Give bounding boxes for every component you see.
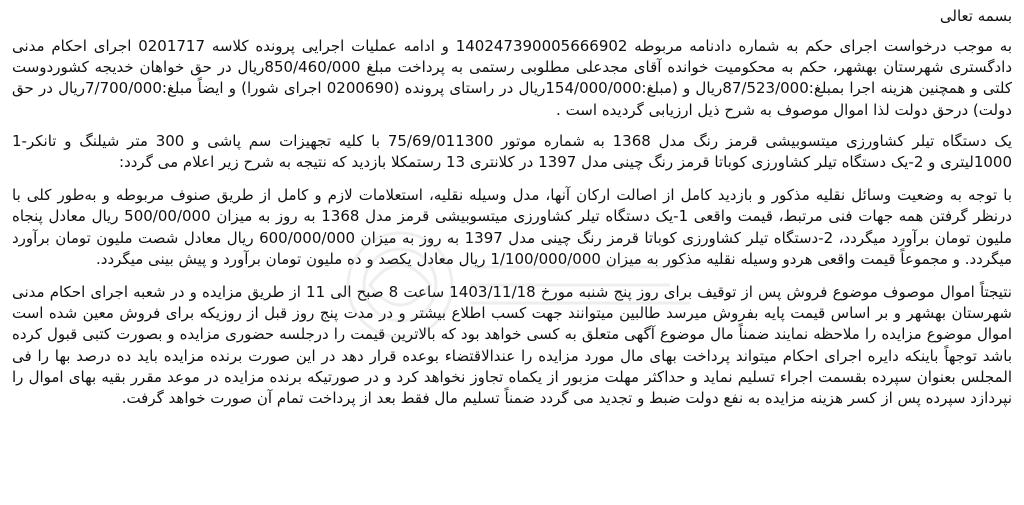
paragraph-valuation: با توجه به وضعیت وسائل نقلیه مذکور و بازدید کامل از اصالت ارکان آنها، مدل وسیله نقلیه، استعلامات لازم و کامل از طریق صنوف مربوطه و به‌طور کلی با درنظر گرفتن همه جهات فنی مرتبط، قیمت واقعی 1-یک دستگاه تیلر کشاورزی میتسوبیشی قرمز مدل 1368 به روز به میزان 500/00/000 ریال معادل پنجاه ملیون تومان برآورد میگردد، 2-دستگاه تیلر کشاورزی کوباتا قرمز رنگ چینی مدل 1397 به روز به میزان 600/000/000 ریال معادل شصت ملیون تومان برآورد میگردد. و مجموعاً قیمت واقعی هردو وسیله نقلیه مذکور به میزان 1/100/000/000 ریال معادل یکصد و ده ملیون تومان برآورد و پیش بینی میگردد. [12, 186, 1013, 268]
document-heading: بسمه تعالی [939, 7, 1012, 25]
paragraph-case-summary: به موجب درخواست اجرای حکم به شماره دادنامه مربوطه 14024739000566690‌2 و ادامه عملیات اجرایی پرونده کلاسه 0201717 اجرای احکام مدنی دادگستری شهرستان بهشهر، حکم به محکومیت خوانده آقای مجدعلی مطلوبی رستمی به پرداخت مبلغ 850/460/000ریال در حق خواهان خدیجه کشوردوست کلتی و همچنین هزینه اجرا بمبلغ:87/523/000ریال و (مبلغ:154/000/000ریال در راستای پرونده (0200690 اجرای شورا) و ایضاً مبلغ:7/700/000ریال در حق دولت) درحق دولت لذا اموال موصوف به شرح ذیل ارزیابی گردیده است . [12, 37, 1013, 119]
paragraph-auction-terms: نتیجتاً اموال موصوف موضوع فروش پس از توقیف برای روز پنج شنبه مورخ 1403/11/18 ساعت 8 صبح الی 11 از طریق مزایده و در شعبه اجرای احکام مدنی شهرستان بهشهر و بر اساس قیمت پایه بفروش میرسد طالبین میتوانند جهت کسب اطلاع بیشتر و در مدت پنج روز قبل از روزیکه برای فروش معین شده است اموال موضوع مزایده را ملاحظه نمایند ضمناً مال موضوع آگهی متعلق به کسی خواهد بود که بالاترین قیمت را درجلسه حضوری مزایده و بصورت کتبی قبول کرده باشد توجهاً باینکه دایره اجرای احکام میتواند پرداخت بهای مال مورد مزایده را عندالاقتضاء بوعده قرار دهد در این صورت برنده مزایده باید ده درصد بها را فی المجلس بعنوان سپرده بقسمت اجراء تسلیم نماید و حداکثر مهلت مزبور از یکماه تجاوز نخواهد کرد و در صورتیکه برنده مزایده در موعد مقرر بقیه بهای اموال را نپردازد سپرده پس از کسر هزینه مزایده به نفع دولت ضبط و تجدید می گردد ضمناً تسلیم مال فقط بعد از پرداخت تمام آن صورت خواهد گرفت. [12, 283, 1012, 408]
paragraph-seized-items: یک دستگاه تیلر کشاورزی میتسوبیشی قرمز رنگ مدل 1368 به شماره موتور 75/69/011300 با کلیه تجهیزات سم پاشی و 300 متر شیلنگ و تانکر-1 1000لیتری و 2-یک دستگاه تیلر کشاورزی کوباتا قرمز رنگ چینی مدل 1397 در کلانتری 13 رستمکلا بازدید که نتیجه به شرح زیر اعلام می گردد: [12, 131, 1012, 172]
